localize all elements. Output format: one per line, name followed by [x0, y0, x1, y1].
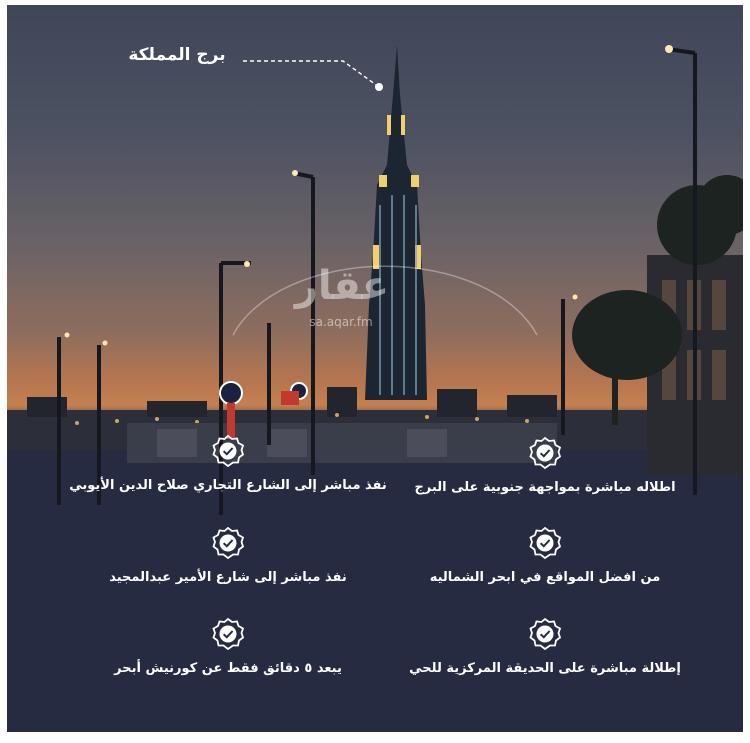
promo-image — [7, 5, 743, 732]
feature-text: يبعد ٥ دقائق فقط عن كورنيش أبحر — [114, 661, 342, 676]
check-badge-icon — [528, 618, 562, 652]
feature-best-location — [380, 527, 710, 585]
check-badge-icon — [211, 435, 245, 469]
feature-text: نفذ مباشر إلى الشارع التجاري صلاح الدين الأيوبي — [69, 478, 387, 493]
feature-text: اطلاله مباشرة بمواجهة جنوبية على البرج — [414, 480, 676, 495]
feature-central-park — [380, 618, 710, 676]
tower-label: برج المملكة — [128, 45, 226, 65]
check-badge-icon — [211, 618, 245, 652]
feature-corniche-distance — [63, 618, 393, 676]
check-badge-icon — [528, 527, 562, 561]
feature-prince-street — [63, 527, 393, 585]
watermark-url: sa.aqar.fm — [309, 315, 373, 329]
feature-text: إطلالة مباشرة على الحديقة المركزية للحي — [409, 661, 681, 676]
check-badge-icon — [528, 437, 562, 471]
feature-south-view — [380, 437, 710, 495]
check-badge-icon — [211, 527, 245, 561]
watermark-logo: عقار — [294, 263, 390, 309]
feature-commercial-street — [63, 435, 393, 493]
feature-text: نفذ مباشر إلى شارع الأمير عبدالمجيد — [109, 570, 347, 585]
feature-text: من افضل المواقع في ابحر الشماليه — [429, 570, 661, 585]
kingdom-tower — [365, 45, 427, 400]
